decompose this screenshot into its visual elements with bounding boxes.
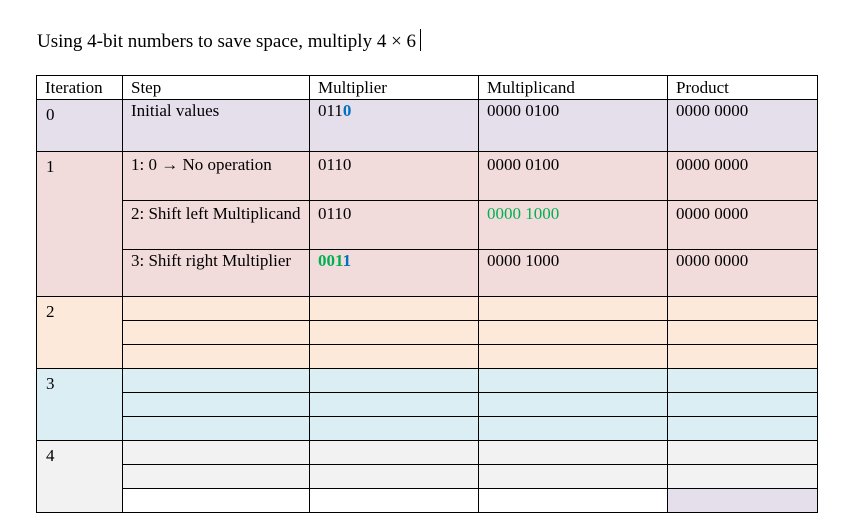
header-multiplicand: Multiplicand [479,76,668,100]
multiplier-lsb-highlight: 1 [342,251,352,270]
table-row-iteration-3-step-2 [37,393,818,417]
step-cell: 1: 0 → No operation [123,152,310,201]
multiplier-cell [310,345,479,369]
step-cell [123,345,310,369]
product-cell: 0000 0000 [668,152,818,201]
multiplier-cell [310,369,479,393]
table-row-iteration-0 [37,100,818,152]
step-cell [123,321,310,345]
table-row-iteration-1-step-2 [37,201,818,250]
product-cell [668,369,818,393]
iteration-cell: 1 [37,152,123,297]
table-row-iteration-2-step-1 [37,297,818,321]
product-cell [668,441,818,465]
multiplier-cell [310,321,479,345]
header-multiplier: Multiplier [310,76,479,100]
table-row-iteration-3-step-1 [37,369,818,393]
table-row-iteration-2-step-3 [37,345,818,369]
multiplicand-cell [479,489,668,513]
multiplicand-cell [479,465,668,489]
multiplier-cell [310,100,479,152]
iteration-cell: 3 [37,369,123,441]
table-row-iteration-4-step-3 [37,489,818,513]
header-iteration: Iteration [37,76,123,100]
document-heading [37,29,421,54]
step-cell: 3: Shift right Multiplier [123,250,310,297]
multiplier-prefix-highlight: 001 [318,251,343,270]
multiplicand-cell [479,297,668,321]
multiplicand-cell [479,321,668,345]
multiplier-cell: 0110 [310,201,479,250]
multiplier-cell [310,489,479,513]
step-cell [123,297,310,321]
product-cell [668,489,818,513]
iteration-cell: 0 [37,100,123,152]
multiplier-lsb-highlight: 0 [342,101,352,120]
multiplicand-cell: 0000 1000 [479,250,668,297]
product-cell: 0000 0000 [668,250,818,297]
multiplier-cell [310,465,479,489]
product-cell [668,321,818,345]
step-cell: 2: Shift left Multiplicand [123,201,310,250]
header-step: Step [123,76,310,100]
multiplier-cell [310,250,479,297]
iteration-cell: 4 [37,441,123,513]
product-cell [668,345,818,369]
step-cell [123,489,310,513]
table-row-iteration-1-step-3 [37,250,818,297]
product-cell [668,393,818,417]
multiplier-cell [310,417,479,441]
step-cell [123,393,310,417]
header-product: Product [668,76,818,100]
multiplicand-cell [479,441,668,465]
multiplicand-cell [479,345,668,369]
step-cell [123,369,310,393]
table-row-iteration-2-step-2 [37,321,818,345]
product-cell [668,417,818,441]
table-row-iteration-3-step-3 [37,417,818,441]
product-cell [668,465,818,489]
product-cell [668,297,818,321]
table-row-iteration-4-step-2 [37,465,818,489]
step-cell [123,441,310,465]
step-cell [123,465,310,489]
iteration-cell: 2 [37,297,123,369]
multiplier-cell [310,393,479,417]
multiplicand-cell-highlight: 0000 1000 [479,201,668,250]
product-cell: 0000 0000 [668,100,818,152]
step-cell: Initial values [123,100,310,152]
step-cell [123,417,310,441]
multiplier-cell [310,441,479,465]
multiplicand-cell: 0000 0100 [479,100,668,152]
multiplier-prefix: 011 [318,101,343,120]
table-row-iteration-1-step-1 [37,152,818,201]
multiplier-cell [310,297,479,321]
text-cursor [420,29,421,51]
table-row-iteration-4-step-1 [37,441,818,465]
multiplicand-cell [479,393,668,417]
product-cell: 0000 0000 [668,201,818,250]
multiplicand-cell: 0000 0100 [479,152,668,201]
multiplicand-cell [479,369,668,393]
header-row [37,76,818,100]
heading-text: Using 4-bit numbers to save space, multiply 4 × 6 [37,31,417,52]
multiplication-table [36,75,818,513]
multiplier-cell: 0110 [310,152,479,201]
multiplicand-cell [479,417,668,441]
